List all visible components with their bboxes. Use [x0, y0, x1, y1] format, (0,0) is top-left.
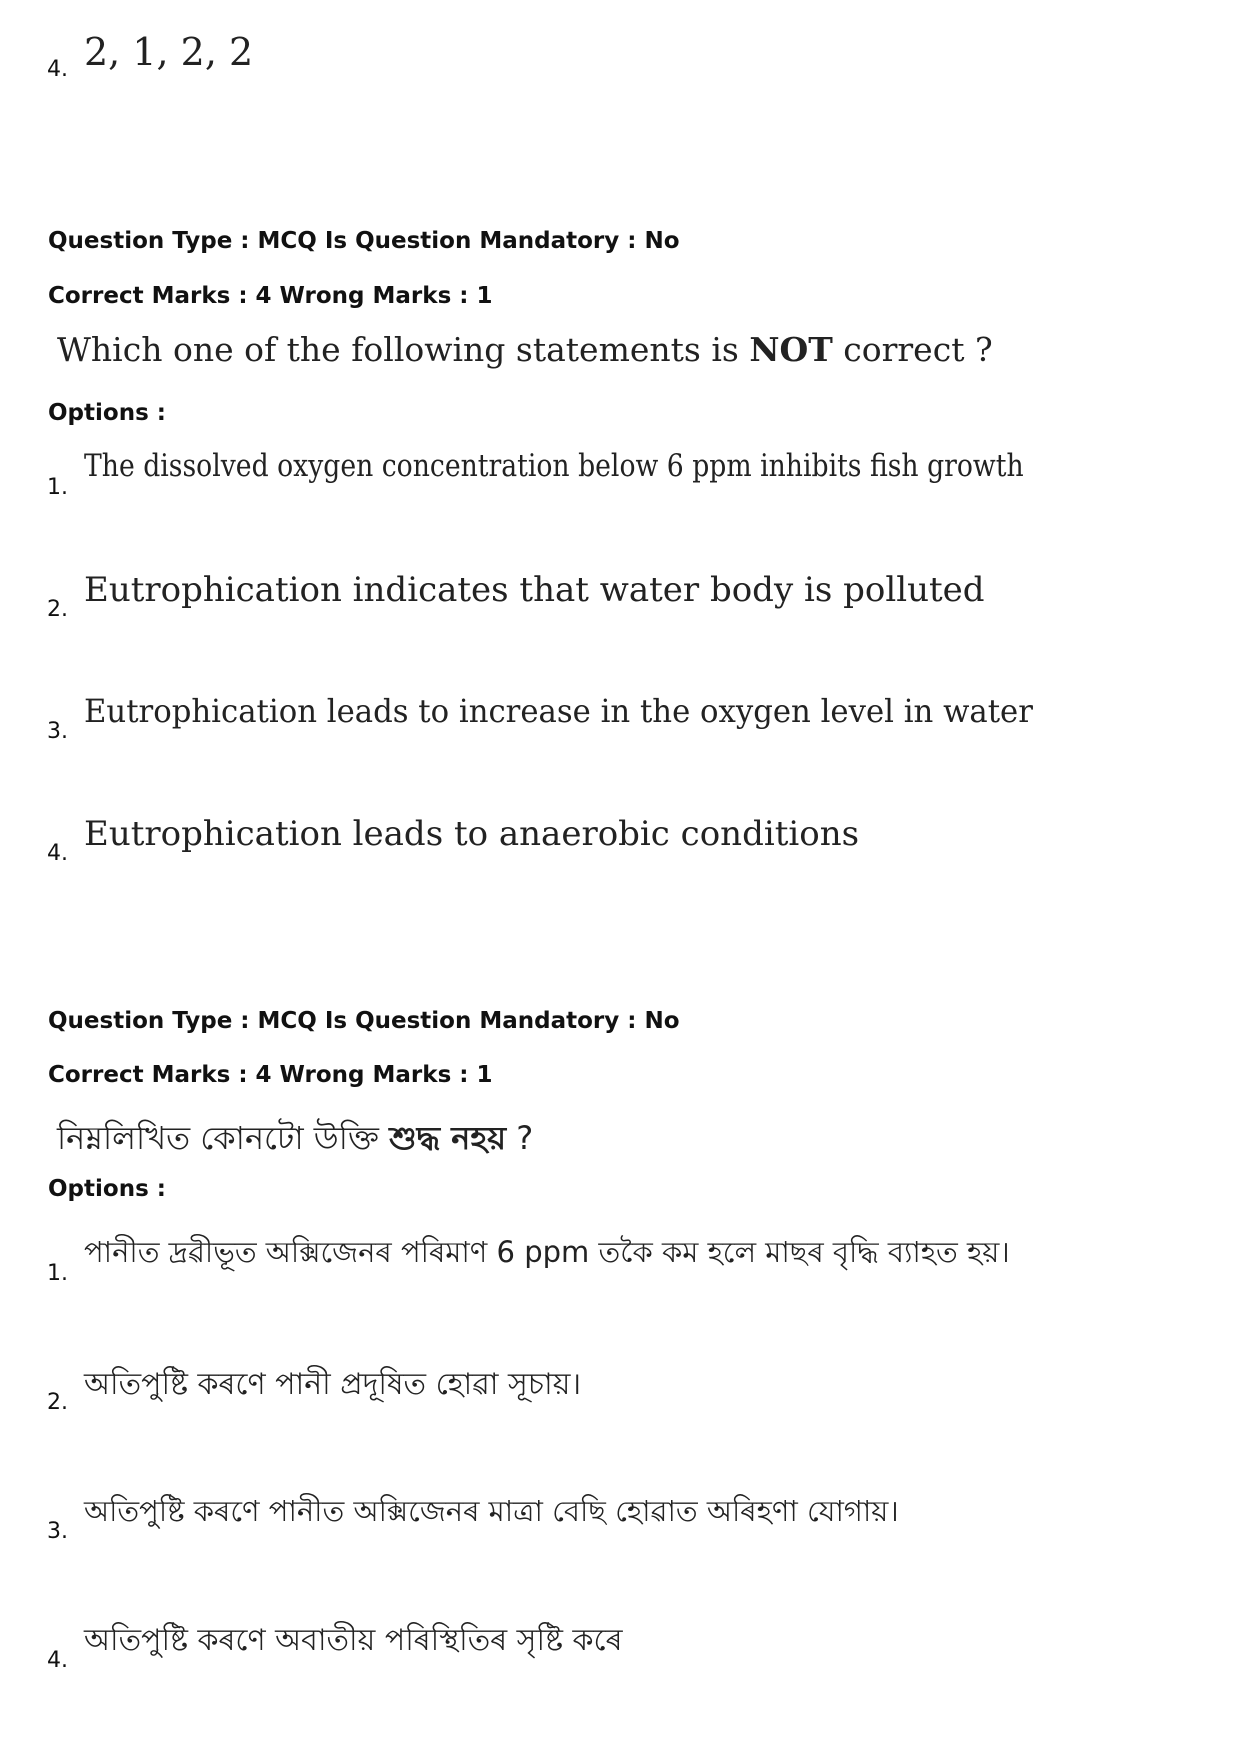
option-number: 3. [47, 1519, 68, 1544]
stem-text: correct ? [832, 330, 993, 369]
option-text[interactable]: Eutrophication leads to anaerobic conditions [84, 814, 860, 854]
option-text[interactable]: Eutrophication leads to increase in the oxygen level in water [84, 692, 1033, 730]
option-text[interactable]: পানীত দ্ৰৱীভূত অক্সিজেনৰ পৰিমাণ 6 ppm তকৈ কম হলে মাছৰ বৃদ্ধি ব্যাহত হয়। [84, 1235, 1010, 1269]
option-number: 4. [47, 841, 68, 866]
option-text[interactable]: অতিপুষ্টি কৰণে অবাতীয় পৰিস্থিতিৰ সৃষ্টি কৰে [84, 1623, 623, 1658]
option-text[interactable]: অতিপুষ্টি কৰণে পানী প্ৰদূষিত হোৱা সূচায়। [84, 1367, 582, 1402]
question-type-line: Question Type : MCQ Is Question Mandatory : No [48, 228, 680, 254]
option-number: 1. [47, 475, 68, 500]
option-text[interactable]: 2, 1, 2, 2 [84, 30, 254, 74]
question-stem [57, 330, 993, 369]
option-number: 1. [47, 1261, 68, 1286]
question-stem [57, 1113, 533, 1167]
stem-emphasis: NOT [749, 330, 833, 369]
option-number: 3. [47, 719, 68, 744]
options-label: Options : [48, 400, 166, 426]
option-number: 2. [47, 1390, 68, 1415]
option-text[interactable]: Eutrophication indicates that water body is polluted [84, 570, 985, 610]
option-number: 4. [47, 57, 68, 82]
stem-emphasis: শুদ্ধ নহয় [389, 1119, 507, 1157]
question-type-line: Question Type : MCQ Is Question Mandatory : No [48, 1008, 680, 1034]
marks-line: Correct Marks : 4 Wrong Marks : 1 [48, 283, 493, 309]
option-number: 2. [47, 597, 68, 622]
option-text[interactable]: The dissolved oxygen concentration below 6 ppm inhibits fish growth [84, 448, 1024, 484]
option-number: 4. [47, 1648, 68, 1673]
marks-line: Correct Marks : 4 Wrong Marks : 1 [48, 1062, 493, 1088]
stem-text: ? [506, 1119, 534, 1157]
options-label: Options : [48, 1176, 166, 1202]
stem-text: Which one of the following statements is [57, 330, 750, 369]
stem-text: নিম্নলিখিত কোনটো উক্তি [57, 1119, 390, 1157]
option-text[interactable]: অতিপুষ্টি কৰণে পানীত অক্সিজেনৰ মাত্ৰা বেছি হোৱাত অৰিহণা যোগায়। [84, 1494, 899, 1528]
